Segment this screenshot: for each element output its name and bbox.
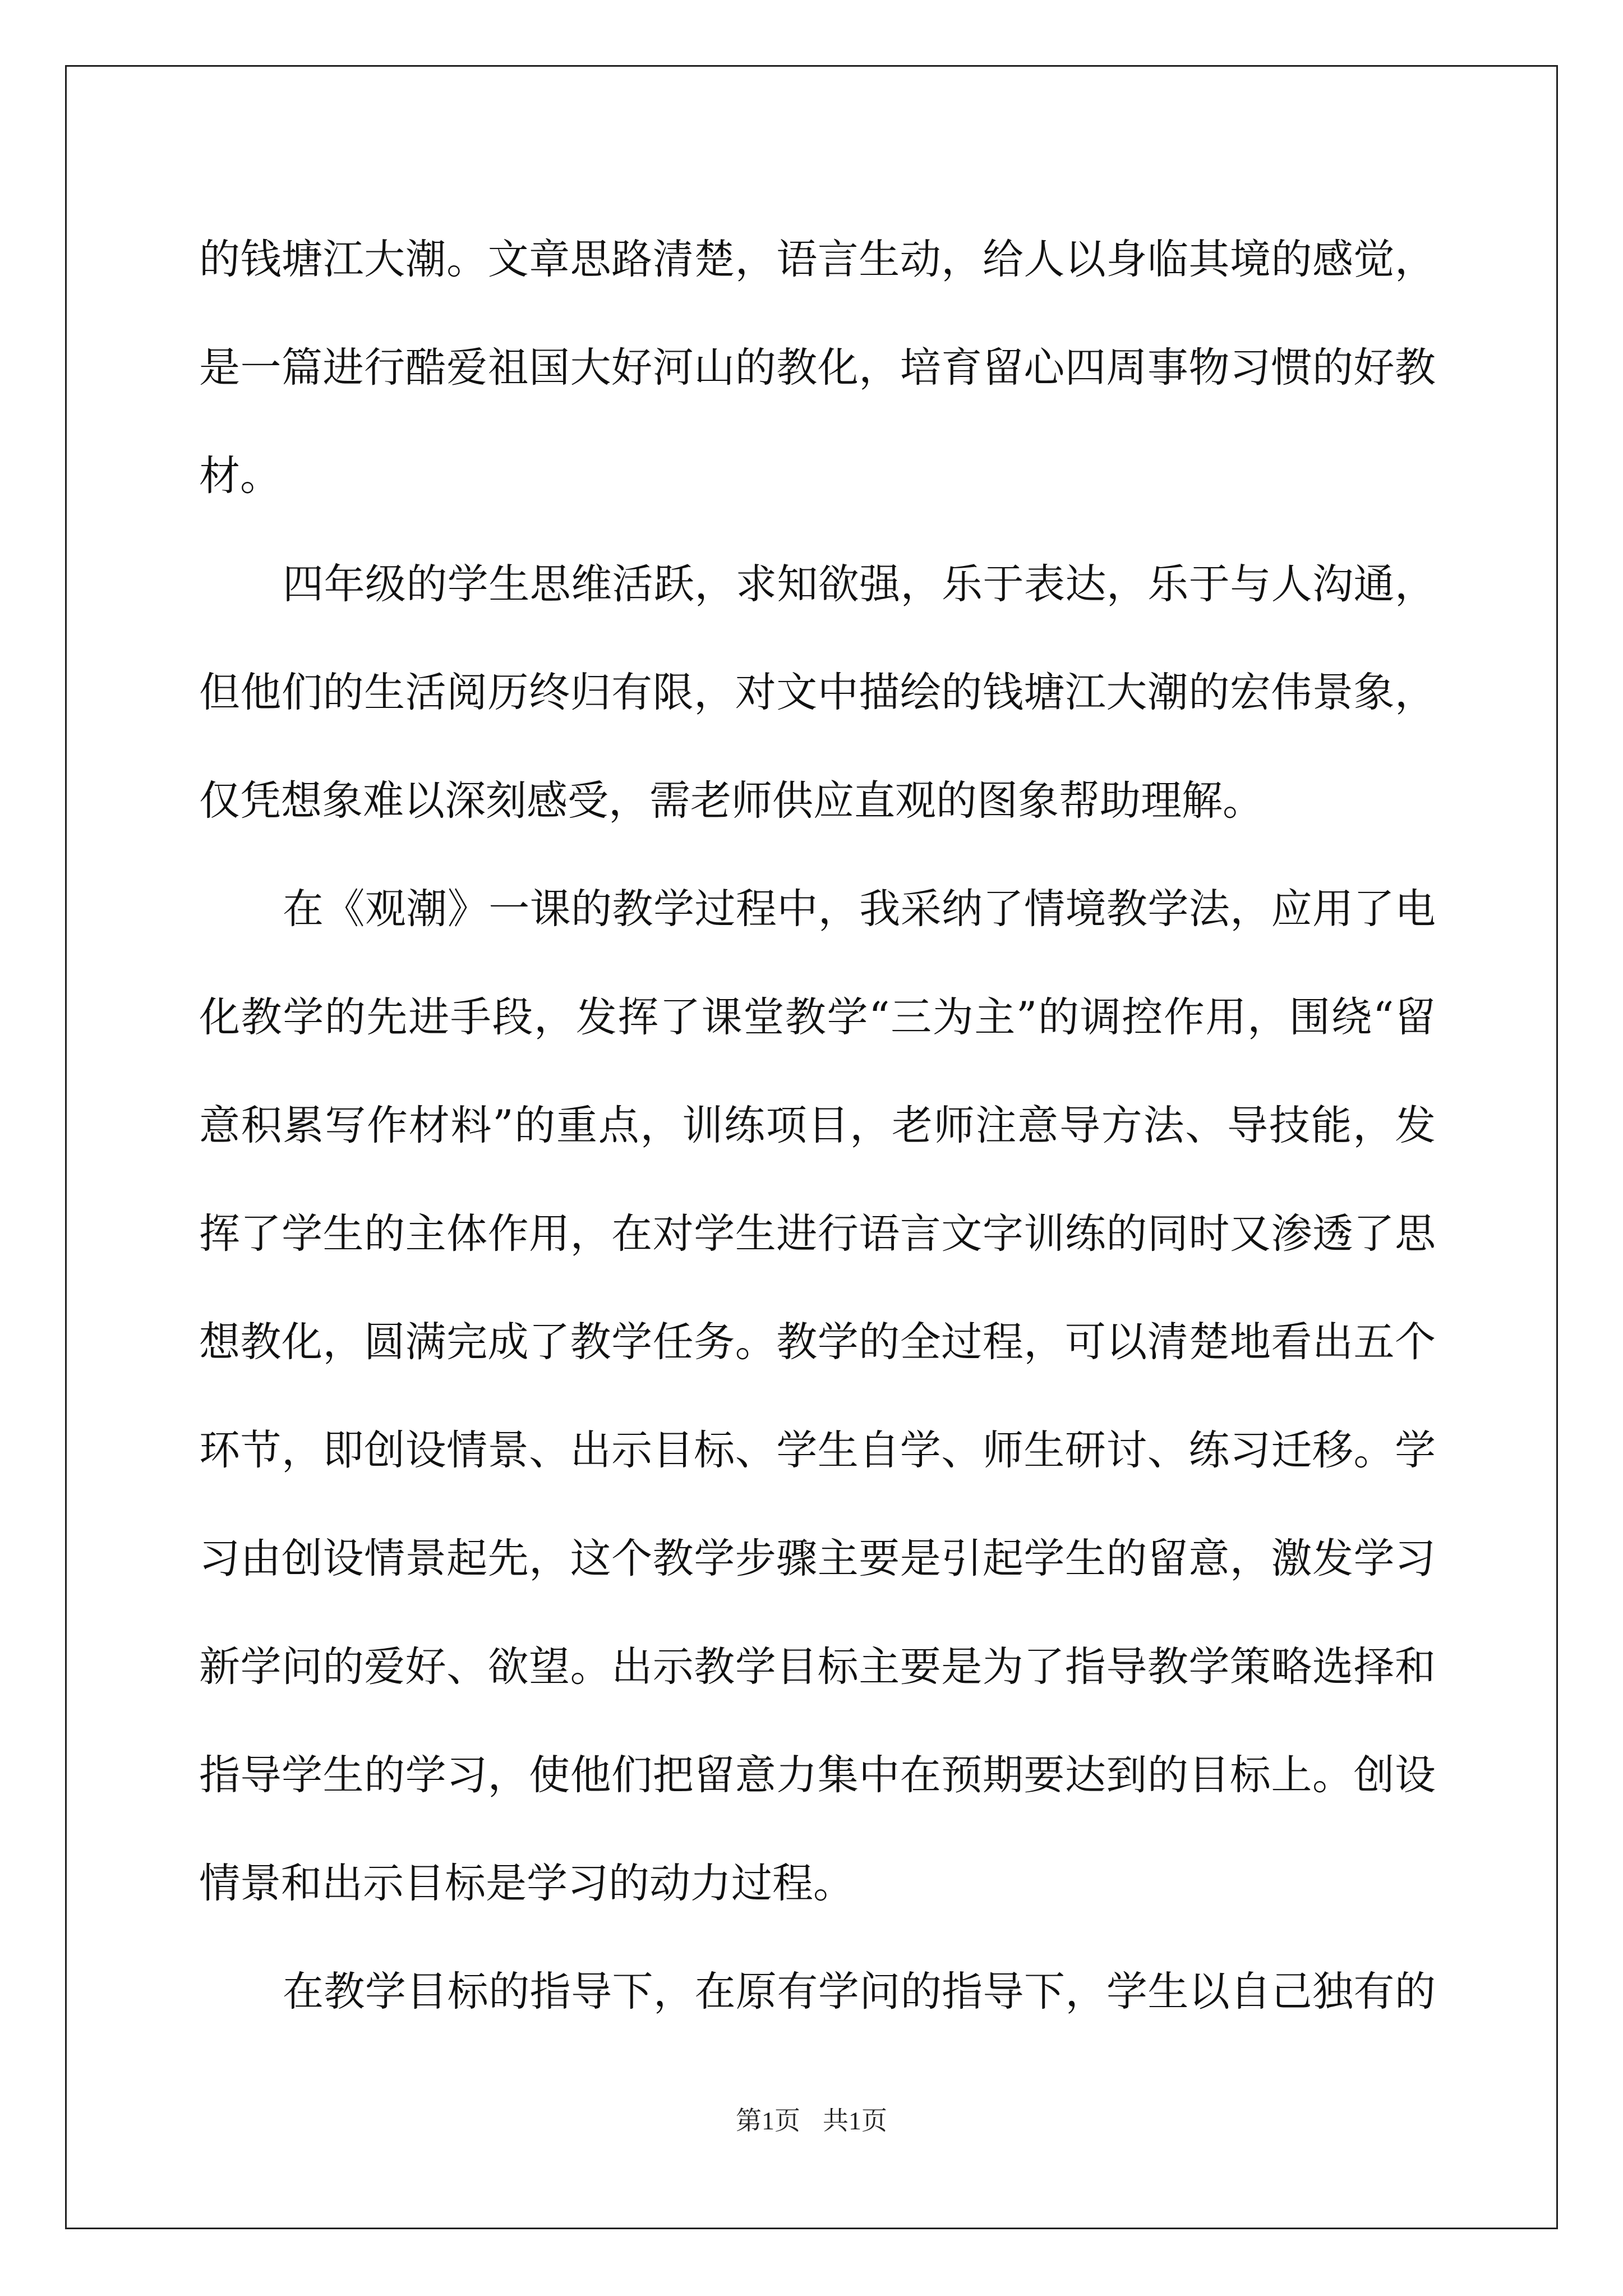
text-line: 在《观潮》一课的教学过程中，我采纳了情境教学法，应用了电 — [283, 885, 1436, 933]
page-footer — [0, 2104, 1623, 2138]
document-body — [199, 205, 1436, 2046]
text-line: 在教学目标的指导下，在原有学问的指导下，学生以自己独有的 — [283, 1968, 1436, 2016]
text-line: 四年级的学生思维活跃，求知欲强，乐于表达，乐于与人沟通， — [283, 560, 1436, 608]
text-line: 化教学的先进手段，发挥了课堂教学“三为主”的调控作用，围绕“留 — [199, 993, 1436, 1041]
text-line: 环节，即创设情景、出示目标、学生自学、师生研讨、练习迁移。学 — [199, 1427, 1436, 1474]
text-line: 意积累写作材料”的重点，训练项目，老师注意导方法、导技能，发 — [199, 1102, 1436, 1149]
text-line: 的钱塘江大潮。文章思路清楚，语言生动，给人以身临其境的感觉， — [199, 236, 1436, 283]
text-line: 材。 — [199, 452, 281, 500]
text-line: 挥了学生的主体作用，在对学生进行语言文字训练的同时又渗透了思 — [199, 1210, 1436, 1258]
text-line: 仅凭想象难以深刻感受，需老师供应直观的图象帮助理解。 — [199, 777, 1264, 825]
text-line: 指导学生的学习，使他们把留意力集中在预期要达到的目标上。创设 — [199, 1751, 1436, 1799]
text-line: 新学问的爱好、欲望。出示教学目标主要是为了指导教学策略选择和 — [199, 1643, 1436, 1691]
text-line: 想教化，圆满完成了教学任务。教学的全过程，可以清楚地看出五个 — [199, 1318, 1436, 1366]
text-line: 但他们的生活阅历终归有限，对文中描绘的钱塘江大潮的宏伟景象， — [199, 669, 1436, 716]
page-total: 共1页 — [823, 2106, 887, 2135]
page-number: 第1页 — [736, 2106, 800, 2135]
text-line: 情景和出示目标是学习的动力过程。 — [199, 1860, 854, 1907]
text-line: 是一篇进行酷爱祖国大好河山的教化，培育留心四周事物习惯的好教 — [199, 344, 1436, 392]
text-line: 习由创设情景起先，这个教学步骤主要是引起学生的留意，激发学习 — [199, 1535, 1436, 1582]
